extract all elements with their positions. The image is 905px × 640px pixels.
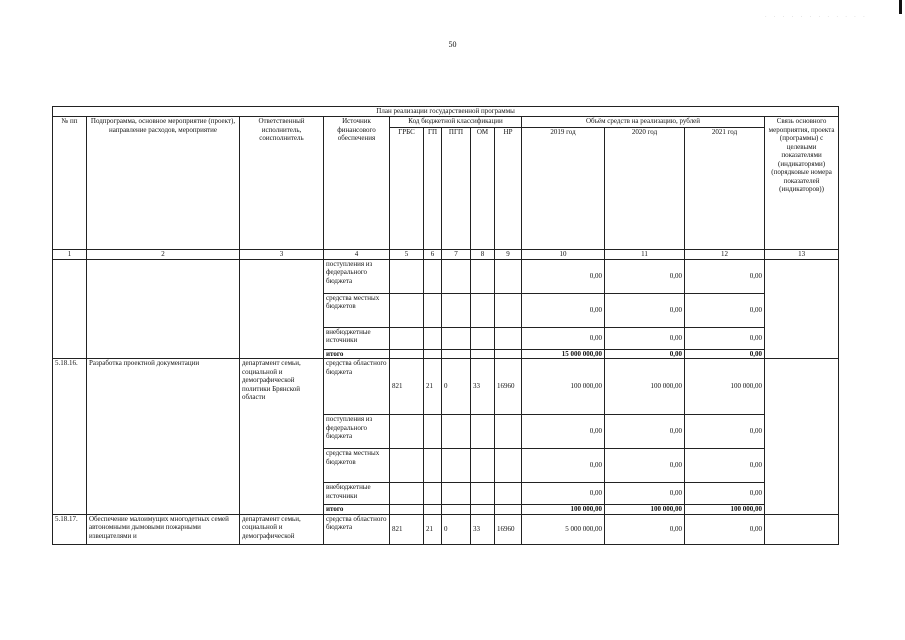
table-row (53, 259, 839, 293)
total-2019: 15 000 000,00 (522, 349, 605, 359)
table-title: План реализации государственной программы (53, 107, 839, 117)
value-2021: 0,00 (685, 483, 765, 505)
header-pgp: ПГП (442, 128, 471, 250)
col-number: 8 (471, 250, 495, 260)
value-2020: 0,00 (605, 514, 685, 544)
om-cell: 33 (471, 359, 495, 415)
value-2019: 0,00 (522, 293, 605, 327)
source-cell: итого (324, 505, 390, 515)
value-2020: 100 000,00 (605, 359, 685, 415)
source-cell: поступления из федерального бюджета (324, 259, 390, 293)
source-cell: внебюджетные источники (324, 483, 390, 505)
column-numbers-row (53, 250, 839, 260)
header-2019: 2019 год (522, 128, 605, 250)
col-number: 12 (685, 250, 765, 260)
pgp-cell: 0 (442, 359, 471, 415)
value-2019: 5 000 000,00 (522, 514, 605, 544)
header-budget-code: Код бюджетной классификации (390, 117, 522, 128)
value-2019: 0,00 (522, 483, 605, 505)
value-2019: 100 000,00 (522, 359, 605, 415)
value-2020: 0,00 (605, 415, 685, 449)
value-2021: 0,00 (685, 259, 765, 293)
total-2021: 0,00 (685, 349, 765, 359)
source-cell: средства областного бюджета (324, 514, 390, 544)
np-cell: 16960 (495, 514, 522, 544)
source-cell: средства местных бюджетов (324, 449, 390, 483)
value-2019: 0,00 (522, 415, 605, 449)
total-2021: 100 000,00 (685, 505, 765, 515)
source-cell: внебюджетные источники (324, 327, 390, 349)
value-2021: 100 000,00 (685, 359, 765, 415)
item-number: 5.18.17. (53, 514, 87, 544)
value-2021: 0,00 (685, 415, 765, 449)
header-link: Связь основного мероприятия, проекта (программы) с целевыми показателями (индикаторями) (порядковые номера показателей (индикаторов)) (765, 117, 839, 250)
item-name: Разработка проектной документации (87, 359, 240, 515)
header-executor: Ответственный исполнитель, соисполнитель (240, 117, 324, 250)
table-row (53, 514, 839, 544)
total-2020: 0,00 (605, 349, 685, 359)
np-cell: 16960 (495, 359, 522, 415)
om-cell: 33 (471, 514, 495, 544)
col-number: 2 (87, 250, 240, 260)
header-grbs: ГРБС (390, 128, 424, 250)
col-number: 4 (324, 250, 390, 260)
total-2019: 100 000,00 (522, 505, 605, 515)
grbs-cell: 821 (390, 359, 424, 415)
table-row (53, 359, 839, 415)
item-executor: департамент семьи, социальной и демографической (240, 514, 324, 544)
value-2021: 0,00 (685, 514, 765, 544)
pgp-cell: 0 (442, 514, 471, 544)
item-executor: департамент семьи, социальной и демографической политики Брянской области (240, 359, 324, 515)
header-gp: ГП (424, 128, 442, 250)
col-number: 9 (495, 250, 522, 260)
header-subprogram: Подпрограмма, основное мероприятие (проект), направление расходов, мероприятие (87, 117, 240, 250)
source-cell: средства местных бюджетов (324, 293, 390, 327)
total-2020: 100 000,00 (605, 505, 685, 515)
gp-cell: 21 (424, 359, 442, 415)
program-plan-table (52, 106, 839, 545)
grbs-cell: 821 (390, 514, 424, 544)
header-funds: Объём средств на реализацию, рублей (522, 117, 765, 128)
value-2021: 0,00 (685, 449, 765, 483)
item-number: 5.18.16. (53, 359, 87, 515)
item-name: Обеспечение малоимущих многодетных семей автономными дымовыми пожарными извещателями и (87, 514, 240, 544)
col-number: 1 (53, 250, 87, 260)
col-number: 5 (390, 250, 424, 260)
header-np: НР (495, 128, 522, 250)
value-2020: 0,00 (605, 259, 685, 293)
value-2020: 0,00 (605, 327, 685, 349)
value-2021: 0,00 (685, 293, 765, 327)
header-om: ОМ (471, 128, 495, 250)
header-2020: 2020 год (605, 128, 685, 250)
source-cell: средства областного бюджета (324, 359, 390, 415)
value-2019: 0,00 (522, 327, 605, 349)
source-cell: итого (324, 349, 390, 359)
col-number: 10 (522, 250, 605, 260)
header-source: Источник финансового обеспечения (324, 117, 390, 250)
page-number: 50 (448, 40, 457, 49)
value-2020: 0,00 (605, 483, 685, 505)
col-number: 13 (765, 250, 839, 260)
col-number: 7 (442, 250, 471, 260)
scan-artifact: · · · · · · · · · · · · (765, 15, 868, 20)
col-number: 11 (605, 250, 685, 260)
col-number: 3 (240, 250, 324, 260)
source-cell: поступления из федерального бюджета (324, 415, 390, 449)
header-2021: 2021 год (685, 128, 765, 250)
gp-cell: 21 (424, 514, 442, 544)
value-2020: 0,00 (605, 293, 685, 327)
col-number: 6 (424, 250, 442, 260)
scan-corner-mark (899, 0, 902, 14)
value-2019: 0,00 (522, 449, 605, 483)
value-2020: 0,00 (605, 449, 685, 483)
value-2021: 0,00 (685, 327, 765, 349)
header-no: № пп (53, 117, 87, 250)
value-2019: 0,00 (522, 259, 605, 293)
